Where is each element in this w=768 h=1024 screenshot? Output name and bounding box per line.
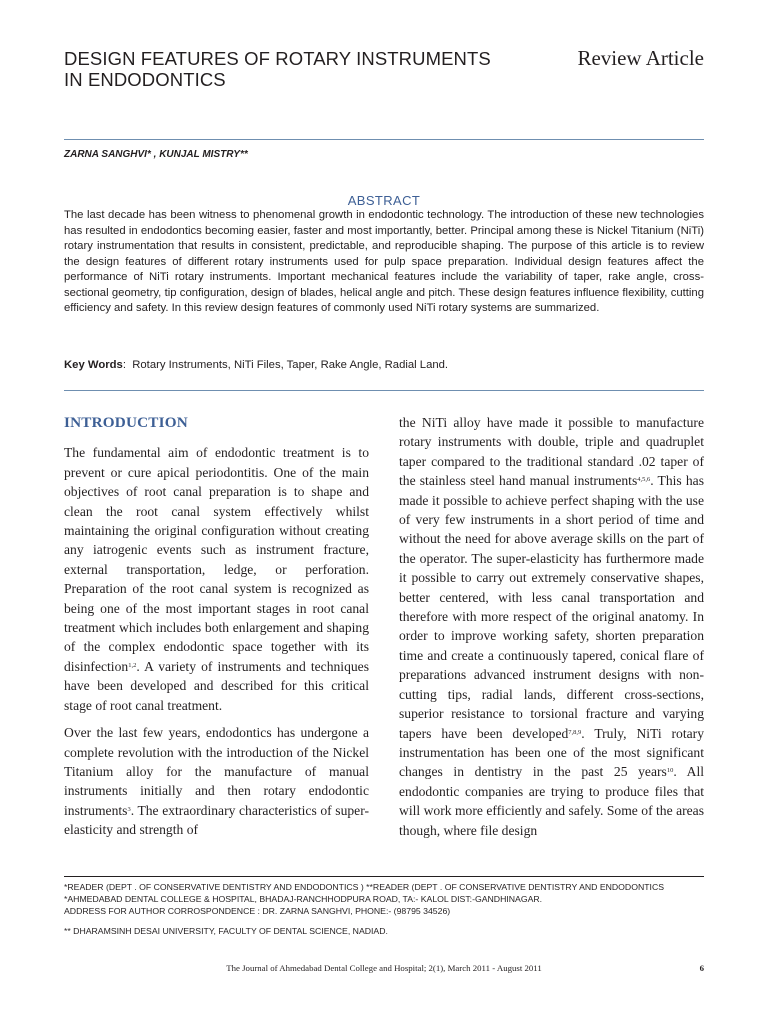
title-line: DESIGN FEATURES OF ROTARY INSTRUMENTS [64,48,491,69]
keywords: Key Words: Rotary Instruments, NiTi Files, Taper, Rake Angle, Radial Land. [64,359,449,371]
left-column [64,413,369,848]
page-number: 6 [699,963,704,973]
header-divider [64,139,704,140]
title-line: IN ENDODONTICS [64,69,226,90]
page-footer [64,963,704,973]
abstract-text: The last decade has been witness to phenomenal growth in endodontic technology. The introduction of these new technologies has resulted in endodontics becoming easier, faster and most importantly, better. Principal among these is Nickel Titanium (NiTi) rotary instrumentation that results in consistent, predictable, and reproducible shaping. The purpose of this article is to review the design features of different rotary instruments used for pulp space preparation. Individual design features affect the performance of NiTi rotary instruments. Important mechanical features include the variability of taper, rake angle, cross-sectional geometry, tip configuration, design of blades, helical angle and pitch. These design features influence flexibility, cutting efficiency and safety. In this review design features of commonly used NiTi rotary systems are summarized. [64,209,704,314]
citation-superscript: 4,5,6 [637,476,651,484]
footnote: ADDRESS FOR AUTHOR CORROSPONDENCE : DR. ZARNA SANGHVI, PHONE:- (98795 34526) [64,906,451,917]
footnote-divider [64,876,704,877]
body-paragraph: Over the last few years, endodontics has undergone a complete revolution with the introduction of the Nickel Titanium alloy for the manufacture of manual instruments initially and then rotary endodontic instruments$^3$. The extraordinary characteristics of super-elasticity and strength of [64,725,369,838]
keywords-text: Rotary Instruments, NiTi Files, Taper, Rake Angle, Radial Land. [132,359,449,371]
abstract-heading: ABSTRACT [347,193,421,208]
citation-superscript: 10 [666,767,674,775]
body-paragraph: the NiTi alloy have made it possible to manufacture rotary instruments with double, triple and quadruplet taper compared to the traditional standard .02 taper of the stainless steel hand manual instruments$^{4,5,6}$. This has made it possible to achieve perfect shaping with the use of very few instruments in a short period of time and without the need for above average skills on the part of the operator. The super-elasticity has furthermore made it possible to carry out extremely conservative shapes, better centered, with less canal transportation and therefore with more respect of the original anatomy. In order to improve working safety, shorten preparation time and create a continuously tapered, conical flare of preparations advanced instrument designs with non-cutting tips, radial lands, different cross-sections, superior resistance to torsional fracture and varying tapers have been developed$^{7,8,9}$. Truly, NiTi rotary instrumentation has been one of the most significant changes in dentistry in the past 25 years$^{10}$. All endodontic companies are trying to produce files that will work more efficiently and safely. Some of the areas though, where file design [399,415,704,838]
right-column [399,413,704,848]
footnote: *AHMEDABAD DENTAL COLLEGE & HOSPITAL, BHADAJ-RANCHHODPURA ROAD, TA:- KALOL DIST:-GANDHINAGAR. [64,894,543,905]
citation-superscript: 3 [127,805,131,813]
article-type-label: Review Article [577,46,704,70]
article-title [64,48,534,90]
citation-superscript: 1,2 [128,661,137,669]
body-paragraph: The fundamental aim of endodontic treatment is to prevent or cure apical periodontitis. One of the main objectives of root canal preparation is to shape and clean the root canal system effectively whilst maintaining the original configuration without creating any iatrogenic events such as instrument fracture, external transportation, ledge, or perforation. Preparation of the root canal system is recognized as being one of the most important stages in root canal treatment which includes both enlargement and shaping of the complex endodontic space together with its disinfection$^{1,2}$. A variety of instruments and techniques have been developed and described for this critical stage of root canal treatment. [64,445,369,713]
footnote: *READER (DEPT . OF CONSERVATIVE DENTISTRY AND ENDODONTICS ) **READER (DEPT . OF CONSERVATIVE DENTISTRY AND ENDODONTICS [64,882,665,892]
keywords-label: Key Words [64,359,123,371]
journal-citation: The Journal of Ahmedabad Dental College and Hospital; 2(1), March 2011 - August 2011 [226,963,542,973]
citation-superscript: 7,8,9 [568,728,582,736]
footnote: ** DHARAMSINH DESAI UNIVERSITY, FACULTY OF DENTAL SCIENCE, NADIAD. [64,925,388,936]
footnotes [64,881,744,937]
introduction-heading: INTRODUCTION [64,414,188,431]
author-line: ZARNA SANGHVI* , KUNJAL MISTRY** [64,149,248,160]
abstract-divider [64,390,704,391]
